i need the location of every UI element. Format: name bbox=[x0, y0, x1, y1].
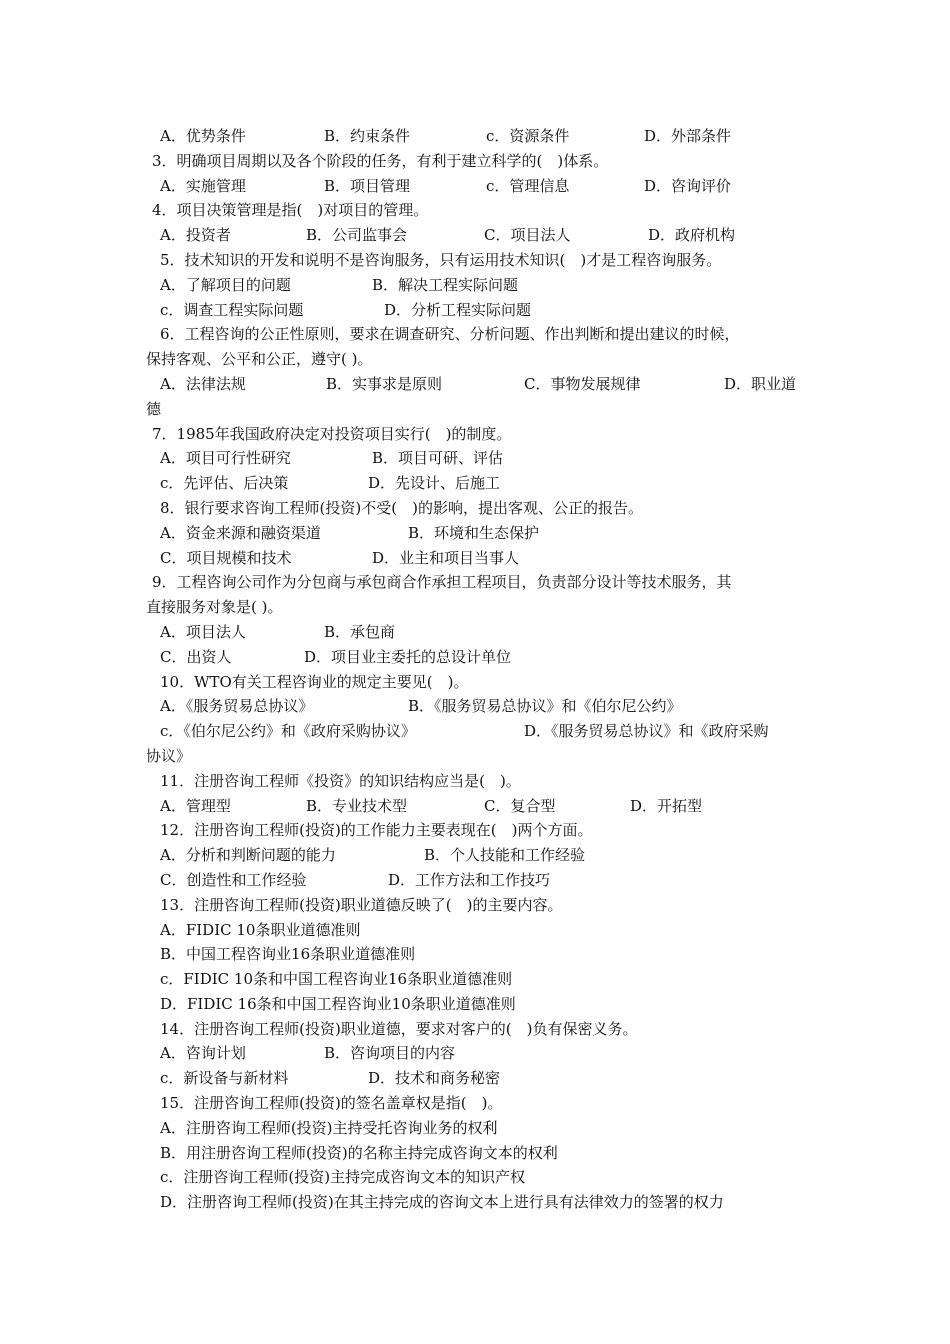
text-line bbox=[146, 347, 808, 372]
option-text: A．咨询计划 bbox=[160, 1044, 246, 1063]
text-line bbox=[146, 422, 808, 447]
option-text: D．项目业主委托的总设计单位 bbox=[304, 647, 512, 666]
text-line bbox=[146, 967, 808, 992]
option-text: B．约束条件 bbox=[324, 127, 411, 145]
line-text: B．用注册咨询工程师(投资)的名称主持完成咨询文本的权利 bbox=[160, 1143, 558, 1162]
options-line bbox=[146, 273, 808, 298]
option-text: B．公司监事会 bbox=[306, 226, 408, 245]
options-line bbox=[146, 471, 808, 496]
line-text: 9．工程咨询公司作为分包商与承包商合作承担工程项目，负责部分设计等技术服务，其 bbox=[152, 573, 732, 592]
options-line bbox=[146, 794, 808, 819]
option-text: B．项目可研、评估 bbox=[372, 449, 504, 468]
options-line bbox=[146, 694, 808, 719]
options-line bbox=[146, 719, 808, 744]
option-text: A．项目法人 bbox=[160, 622, 246, 641]
option-text: D．技术和商务秘密 bbox=[368, 1069, 501, 1088]
line-text: A．注册咨询工程师(投资)主持受托咨询业务的权利 bbox=[160, 1118, 498, 1137]
options-line bbox=[146, 546, 808, 571]
option-text: A．项目可行性研究 bbox=[160, 449, 291, 468]
options-line bbox=[146, 124, 808, 149]
option-text: D．外部条件 bbox=[644, 127, 732, 145]
options-line bbox=[146, 620, 808, 645]
text-line bbox=[146, 744, 808, 769]
line-text: 6．工程咨询的公正性原则，要求在调查研究、分析问题、作出判断和提出建议的时候， bbox=[160, 325, 740, 344]
option-text: C．项目法人 bbox=[484, 226, 571, 245]
options-line bbox=[146, 1041, 808, 1066]
option-text: C．事物发展规律 bbox=[524, 374, 641, 393]
text-line bbox=[146, 1165, 808, 1190]
option-text: D．开拓型 bbox=[630, 796, 703, 815]
line-text: D．注册咨询工程师(投资)在其主持完成的咨询文本上进行具有法律效力的签署的权力 bbox=[160, 1193, 724, 1212]
option-text: D．职业道 bbox=[724, 374, 797, 393]
option-text: A．法律法规 bbox=[160, 374, 246, 393]
option-text: C．创造性和工作经验 bbox=[160, 870, 307, 889]
option-text: D．工作方法和工作技巧 bbox=[388, 870, 551, 889]
options-line bbox=[146, 372, 808, 397]
line-text: 10．WTO有关工程咨询业的规定主要见( )。 bbox=[160, 672, 469, 691]
option-text: B．项目管理 bbox=[324, 176, 411, 195]
line-text: 协议》 bbox=[146, 746, 192, 765]
option-text: B．承包商 bbox=[324, 622, 396, 641]
text-line bbox=[146, 1091, 808, 1116]
options-line bbox=[146, 843, 808, 868]
text-line bbox=[146, 1190, 808, 1215]
options-line bbox=[146, 174, 808, 199]
option-text: B．咨询项目的内容 bbox=[324, 1044, 456, 1063]
option-text: D．先设计、后施工 bbox=[368, 474, 501, 493]
line-text: B．中国工程咨询业16条职业道德准则 bbox=[160, 945, 416, 964]
text-line bbox=[146, 248, 808, 273]
line-text: 直接服务对象是( )。 bbox=[146, 598, 283, 617]
line-text: 14．注册咨询工程师(投资)职业道德，要求对客户的( )负有保密义务。 bbox=[160, 1019, 638, 1038]
option-text: A．资金来源和融资渠道 bbox=[160, 523, 321, 542]
line-text: 3．明确项目周期以及各个阶段的任务，有利于建立科学的( )体系。 bbox=[152, 151, 609, 170]
text-line bbox=[146, 198, 808, 223]
line-text: 8．银行要求咨询工程师(投资)不受( )的影响，提出客观、公正的报告。 bbox=[160, 498, 643, 517]
text-line bbox=[146, 322, 808, 347]
option-text: c．先评估、后决策 bbox=[160, 474, 289, 493]
options-line bbox=[146, 868, 808, 893]
options-line bbox=[146, 446, 808, 471]
text-line bbox=[146, 1017, 808, 1042]
option-text: B．解决工程实际问题 bbox=[372, 275, 519, 294]
option-text: C．项目规模和技术 bbox=[160, 548, 292, 567]
text-line bbox=[146, 942, 808, 967]
option-text: C．复合型 bbox=[484, 796, 556, 815]
document-page bbox=[146, 124, 808, 1215]
line-text: 德 bbox=[146, 399, 162, 418]
option-text: D．分析工程实际问题 bbox=[384, 300, 532, 319]
options-line bbox=[146, 298, 808, 323]
line-text: 保持客观、公平和公正，遵守( )。 bbox=[146, 350, 373, 369]
options-line bbox=[146, 645, 808, 670]
text-line bbox=[146, 992, 808, 1017]
text-line bbox=[146, 670, 808, 695]
option-text: A．优势条件 bbox=[160, 127, 246, 145]
text-line bbox=[146, 496, 808, 521]
option-text: c．资源条件 bbox=[486, 127, 570, 145]
text-line bbox=[146, 818, 808, 843]
text-line bbox=[146, 1116, 808, 1141]
line-text: c．FIDIC 10条和中国工程咨询业16条职业道德准则 bbox=[160, 970, 513, 989]
option-text: A．《服务贸易总协议》 bbox=[160, 697, 314, 716]
line-text: 7．1985年我国政府决定对投资项目实行( )的制度。 bbox=[152, 424, 512, 443]
text-line bbox=[146, 595, 808, 620]
option-text: B．环境和生态保护 bbox=[408, 523, 540, 542]
option-text: D．《服务贸易总协议》和《政府采购 bbox=[524, 722, 769, 741]
line-text: 4．项目决策管理是指( )对项目的管理。 bbox=[152, 201, 429, 220]
line-text: c．注册咨询工程师(投资)主持完成咨询文本的知识产权 bbox=[160, 1168, 526, 1187]
option-text: B．实事求是原则 bbox=[326, 374, 443, 393]
option-text: c．调查工程实际问题 bbox=[160, 300, 304, 319]
option-text: D．政府机构 bbox=[648, 226, 736, 245]
option-text: A．投资者 bbox=[160, 226, 231, 245]
options-line bbox=[146, 521, 808, 546]
options-line bbox=[146, 223, 808, 248]
line-text: A．FIDIC 10条职业道德准则 bbox=[160, 920, 361, 939]
line-text: 13．注册咨询工程师(投资)职业道德反映了( )的主要内容。 bbox=[160, 895, 563, 914]
option-text: C．出资人 bbox=[160, 647, 232, 666]
text-line bbox=[146, 397, 808, 422]
line-text: 11．注册咨询工程师《投资》的知识结构应当是( )。 bbox=[160, 771, 521, 790]
option-text: B．《服务贸易总协议》和《伯尔尼公约》 bbox=[408, 697, 682, 716]
option-text: B．专业技术型 bbox=[306, 796, 408, 815]
line-text: D．FIDIC 16条和中国工程咨询业10条职业道德准则 bbox=[160, 994, 516, 1013]
options-line bbox=[146, 1066, 808, 1091]
text-line bbox=[146, 1141, 808, 1166]
option-text: c．新设备与新材料 bbox=[160, 1069, 289, 1088]
option-text: D．业主和项目当事人 bbox=[372, 548, 520, 567]
option-text: c．管理信息 bbox=[486, 176, 570, 195]
option-text: B．个人技能和工作经验 bbox=[424, 846, 586, 865]
option-text: A．管理型 bbox=[160, 796, 231, 815]
option-text: A．分析和判断问题的能力 bbox=[160, 846, 336, 865]
line-text: 5．技术知识的开发和说明不是咨询服务，只有运用技术知识( )才是工程咨询服务。 bbox=[160, 250, 722, 269]
line-text: 12．注册咨询工程师(投资)的工作能力主要表现在( )两个方面。 bbox=[160, 821, 593, 840]
text-line bbox=[146, 769, 808, 794]
option-text: D．咨询评价 bbox=[644, 176, 732, 195]
text-line bbox=[146, 570, 808, 595]
option-text: A．了解项目的问题 bbox=[160, 275, 291, 294]
text-line bbox=[146, 149, 808, 174]
option-text: c．《伯尔尼公约》和《政府采购协议》 bbox=[160, 722, 416, 741]
option-text: A．实施管理 bbox=[160, 176, 246, 195]
text-line bbox=[146, 918, 808, 943]
line-text: 15．注册咨询工程师(投资)的签名盖章权是指( )。 bbox=[160, 1094, 503, 1113]
text-line bbox=[146, 893, 808, 918]
